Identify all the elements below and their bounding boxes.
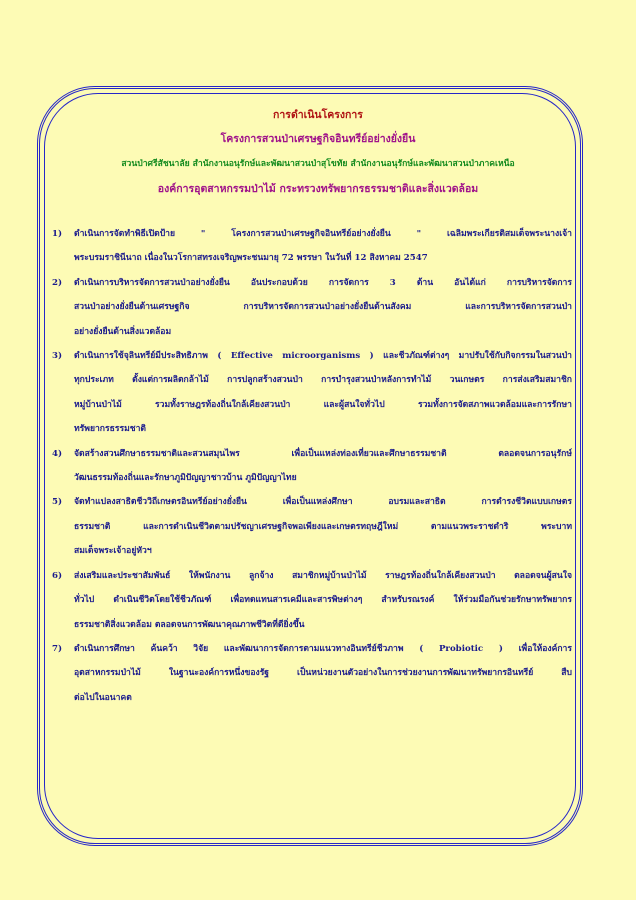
activity-item-6 xyxy=(52,564,572,637)
activity-text-line: ทรัพยากรธรรมชาติ xyxy=(74,424,147,435)
activity-number: 4) xyxy=(52,448,63,459)
activity-number: 1) xyxy=(52,229,63,239)
activity-text-line: สวนป่าอย่างยั่งยืนด้านเศรษฐกิจ การบริหารจัดการสวนป่าอย่างยั่งยืนด้านสังคม และการบริหารจัดการสวนป่า xyxy=(74,302,572,313)
activity-list xyxy=(52,222,572,710)
activity-number: 7) xyxy=(52,643,63,654)
activity-text-line: ดำเนินการใช้จุลินทรีย์มีประสิทธิภาพ ( Effective microorganisms ) และชีวภัณฑ์ต่างๆ มาปรับใช้กับกิจกรรมในสวนป่า xyxy=(74,351,572,362)
activity-item-1 xyxy=(52,222,572,271)
activity-text-line: สมเด็จพระเจ้าอยู่หัวฯ xyxy=(74,546,152,557)
organization-name: องค์การอุตสาหกรรมป่าไม้ กระทรวงทรัพยากรธรรมชาติและสิ่งแวดล้อม xyxy=(157,183,479,195)
activity-number: 3) xyxy=(52,351,63,362)
activity-text-line: หมู่บ้านป่าไม้ รวมทั้งราษฎรท้องถิ่นใกล้เคียงสวนป่า และผู้สนใจทั่วไป รวมทั้งการจัดสภาพแวดล้อมและการรักษา xyxy=(74,399,572,410)
activity-item-7 xyxy=(52,637,572,710)
activity-text-line: ต่อไปในอนาคต xyxy=(74,692,132,703)
activity-text-line: ทั่วไป ดำเนินชีวิตโดยใช้ชีวภัณฑ์ เพื่อทดแทนสารเคมีและสารพิษต่างๆ สำหรับรณรงค์ ให้ร่วมมือกันช่วยรักษาทรัพยากร xyxy=(74,595,572,606)
activity-item-3 xyxy=(52,344,572,442)
activity-text-line: อุตสาหกรรมป่าไม้ ในฐานะองค์การหนึ่งของรัฐ เป็นหน่วยงานตัวอย่างในการช่วยงานการพัฒนาทรัพยากรอินทรีย์ สืบ xyxy=(74,668,572,679)
activity-item-5 xyxy=(52,490,572,563)
activity-number: 2) xyxy=(52,277,63,288)
activity-text-line: อย่างยั่งยืนด้านสิ่งแวดล้อม xyxy=(74,326,172,337)
activity-text-line: จัดสร้างสวนศึกษาธรรมชาติและสวนสมุนไพร เพื่อเป็นแหล่งท่องเที่ยวและศึกษาธรรมชาติ ตลอดจนการอนุรักษ์ xyxy=(74,448,572,459)
activity-text-line: ดำเนินการศึกษา ค้นคว้า วิจัย และพัฒนาการจัดการตามแนวทางอินทรีย์ชีวภาพ ( Probiotic ) เพื่อให้องค์การ xyxy=(74,643,572,654)
project-name: โครงการสวนป่าเศรษฐกิจอินทรีย์อย่างยั่งยืน xyxy=(220,133,416,145)
activity-item-2 xyxy=(52,271,572,344)
activity-text-line: ดำเนินการบริหารจัดการสวนป่าอย่างยั่งยืน อันประกอบด้วย การจัดการ 3 ด้าน อันได้แก่ การบริหารจัดการ xyxy=(74,277,572,288)
activity-number: 6) xyxy=(52,570,63,581)
activity-text-line: ทุกประเภท ตั้งแต่การผลิตกล้าไม้ การปลูกสร้างสวนป่า การบำรุงสวนป่าหลังการทำไม้ วนเกษตร การส่งเสริมสมาชิก xyxy=(74,375,572,386)
activity-text-line: พระบรมราชินีนาถ เนื่องในวโรกาสทรงเจริญพระชนมายุ 72 พรรษา ในวันที่ 12 สิงหาคม 2547 xyxy=(74,253,428,264)
activity-text-line: ส่งเสริมและประชาสัมพันธ์ ให้พนักงาน ลูกจ้าง สมาชิกหมู่บ้านป่าไม้ ราษฎรท้องถิ่นใกล้เคียงสวนป่า ตลอดจนผู้สนใจ xyxy=(74,570,572,581)
document-title: การดำเนินโครงการ xyxy=(273,109,363,121)
activity-text-line: ธรรมชาติสิ่งแวดล้อม ตลอดจนการพัฒนาคุณภาพชีวิตที่ดียิ่งขึ้น xyxy=(74,619,305,630)
activity-item-4 xyxy=(52,442,572,491)
activity-text-line: จัดทำแปลงสาธิตชีววิถีเกษตรอินทรีย์อย่างยั่งยืน เพื่อเป็นแหล่งศึกษา อบรมและสาธิต การดำรงชีวิตแบบเกษตร xyxy=(74,497,572,508)
activity-text-line: วัฒนธรรมท้องถิ่นและรักษาภูมิปัญญาชาวบ้าน ภูมิปัญญาไทย xyxy=(74,473,297,484)
activity-text-line: ธรรมชาติ และการดำเนินชีวิตตามปรัชญาเศรษฐกิจพอเพียงและเกษตรทฤษฎีใหม่ ตามแนวพระราชดำริ พระบาท xyxy=(74,521,572,532)
responsible-units: สวนป่าศรีสัชนาลัย สำนักงานอนุรักษ์และพัฒนาสวนป่าสุโขทัย สำนักงานอนุรักษ์และพัฒนาสวนป่าภาคเหนือ xyxy=(121,159,515,169)
activity-text-line: ดำเนินการจัดทำพิธีเปิดป้าย " โครงการสวนป่าเศรษฐกิจอินทรีย์อย่างยั่งยืน " เฉลิมพระเกียรติสมเด็จพระนางเจ้า xyxy=(74,229,572,239)
activity-number: 5) xyxy=(52,497,63,508)
